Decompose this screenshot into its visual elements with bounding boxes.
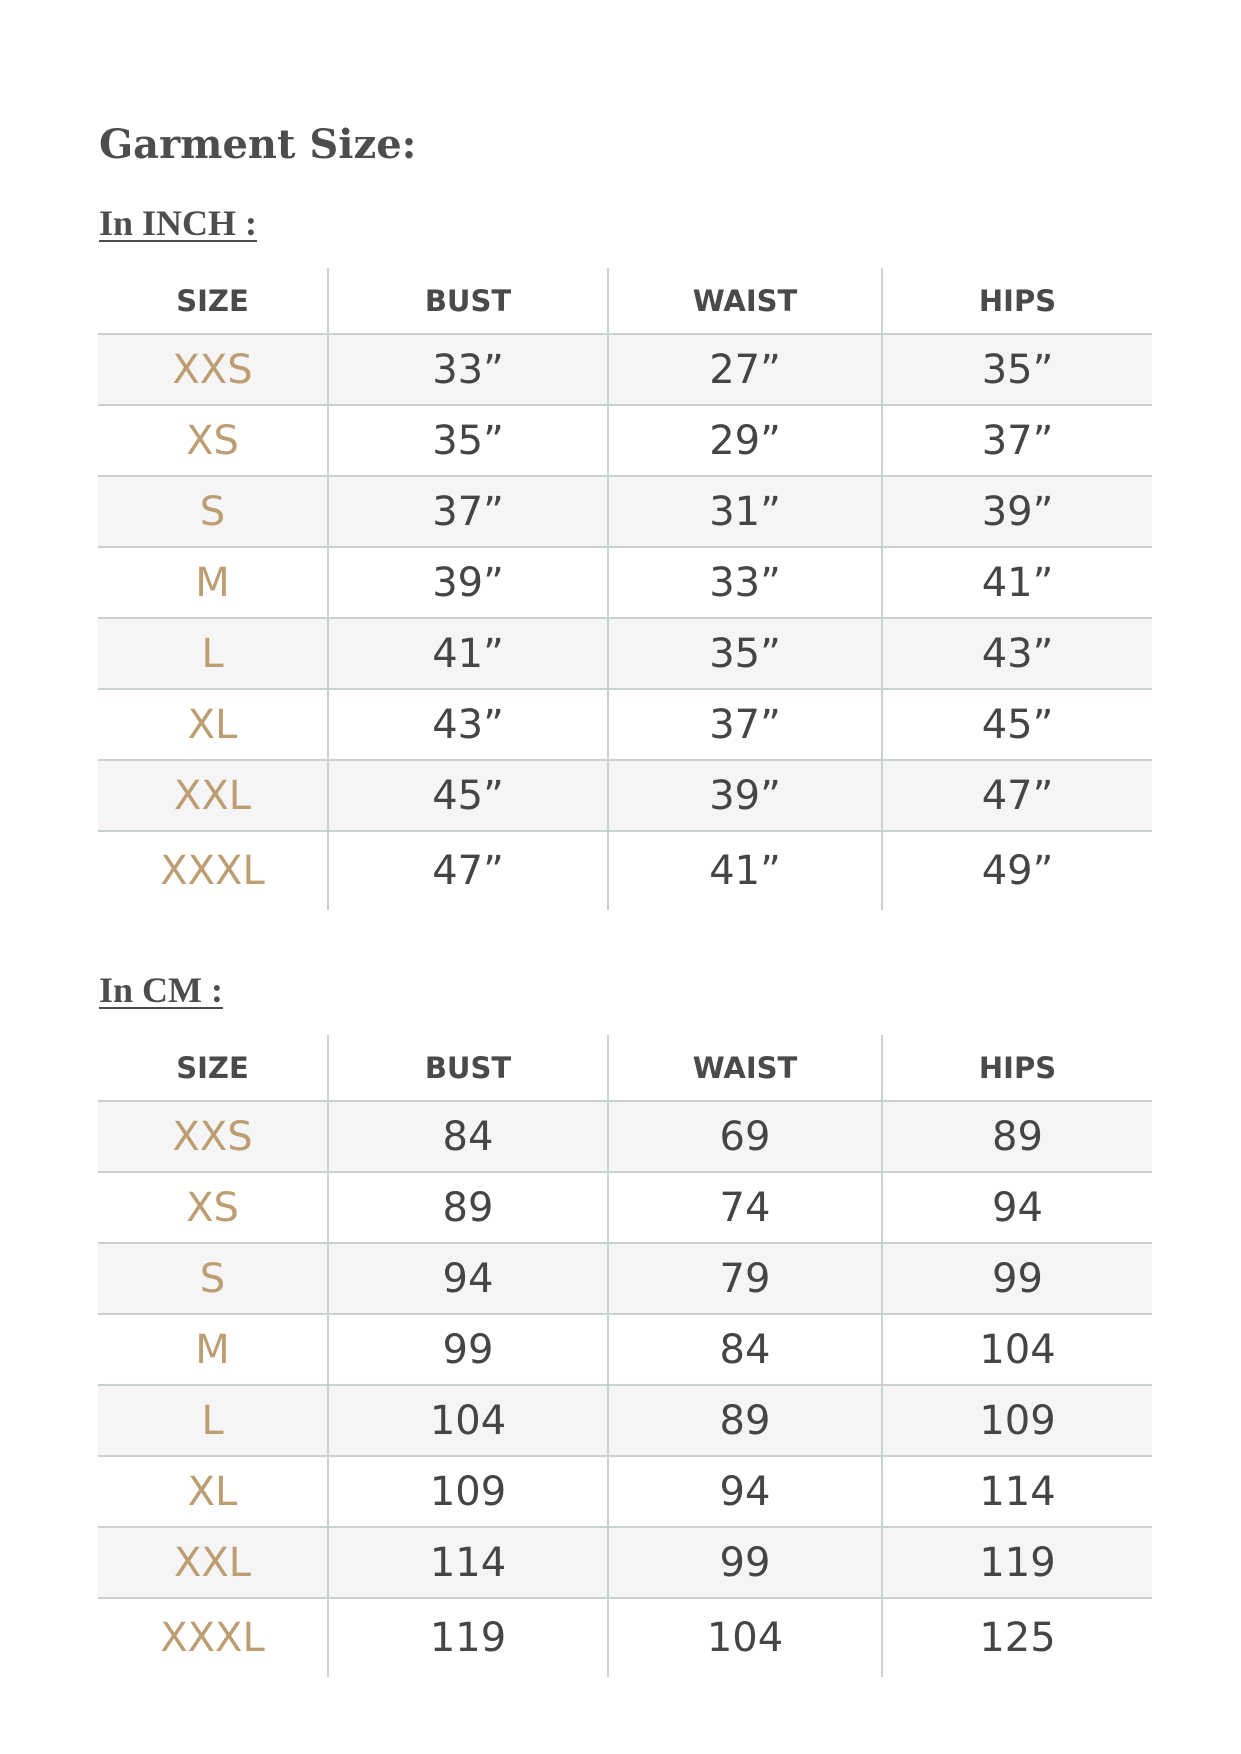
waist-cell: 31” [608, 476, 882, 547]
table-row [98, 1527, 1152, 1598]
waist-cell: 79 [608, 1243, 882, 1314]
size-cell: L [98, 1385, 328, 1456]
hips-cell: 49” [882, 831, 1152, 910]
hips-cell: 109 [882, 1385, 1152, 1456]
table-row [98, 1172, 1152, 1243]
waist-cell: 35” [608, 618, 882, 689]
hips-cell: 99 [882, 1243, 1152, 1314]
waist-cell: 94 [608, 1456, 882, 1527]
bust-cell: 109 [328, 1456, 608, 1527]
cm-size-table [98, 1035, 1152, 1677]
bust-cell: 99 [328, 1314, 608, 1385]
hips-cell: 39” [882, 476, 1152, 547]
size-cell: S [98, 476, 328, 547]
hips-cell: 104 [882, 1314, 1152, 1385]
inch-size-table [98, 268, 1152, 910]
table-row [98, 618, 1152, 689]
column-header-waist: WAIST [608, 268, 882, 334]
table-row [98, 831, 1152, 910]
size-cell: XXXL [160, 848, 265, 894]
bust-cell: 89 [328, 1172, 608, 1243]
hips-cell: 89 [882, 1101, 1152, 1172]
bust-cell: 114 [328, 1527, 608, 1598]
hips-cell: 119 [882, 1527, 1152, 1598]
column-header-size: SIZE [98, 1035, 328, 1101]
waist-cell: 104 [608, 1598, 882, 1677]
hips-cell: 45” [882, 689, 1152, 760]
hips-cell: 114 [882, 1456, 1152, 1527]
table-row [98, 334, 1152, 405]
hips-cell: 94 [882, 1172, 1152, 1243]
size-cell: XL [98, 1456, 328, 1527]
size-cell: L [98, 618, 328, 689]
hips-cell: 35” [882, 334, 1152, 405]
bust-cell: 94 [328, 1243, 608, 1314]
size-cell: XS [98, 1172, 328, 1243]
hips-cell: 43” [882, 618, 1152, 689]
bust-cell: 43” [328, 689, 608, 760]
bust-cell: 104 [328, 1385, 608, 1456]
bust-cell: 33” [328, 334, 608, 405]
waist-cell: 74 [608, 1172, 882, 1243]
waist-cell: 33” [608, 547, 882, 618]
bust-cell: 35” [328, 405, 608, 476]
bust-cell: 41” [328, 618, 608, 689]
table-row [98, 476, 1152, 547]
waist-cell: 89 [608, 1385, 882, 1456]
column-header-waist: WAIST [608, 1035, 882, 1101]
size-cell: XXL [98, 1527, 328, 1598]
column-header-bust: BUST [328, 268, 608, 334]
waist-cell: 27” [608, 334, 882, 405]
waist-cell: 39” [608, 760, 882, 831]
table-row [98, 1598, 1152, 1677]
table-row [98, 689, 1152, 760]
inch-section-heading: In INCH : [99, 203, 258, 243]
bust-cell: 45” [328, 760, 608, 831]
table-row [98, 547, 1152, 618]
cm-section-heading: In CM : [99, 970, 223, 1010]
table-row [98, 1314, 1152, 1385]
bust-cell: 119 [328, 1598, 608, 1677]
hips-cell: 37” [882, 405, 1152, 476]
waist-cell: 29” [608, 405, 882, 476]
waist-cell: 99 [608, 1527, 882, 1598]
size-cell: XL [98, 689, 328, 760]
size-cell: XS [98, 405, 328, 476]
column-header-hips: HIPS [882, 268, 1152, 334]
size-cell: XXL [98, 760, 328, 831]
hips-cell: 125 [882, 1598, 1152, 1677]
table-header-row [98, 268, 1152, 334]
page-title: Garment Size: [99, 121, 417, 168]
table-row [98, 1385, 1152, 1456]
table-header-row [98, 1035, 1152, 1101]
bust-cell: 47” [328, 831, 608, 910]
column-header-size: SIZE [98, 268, 328, 334]
hips-cell: 47” [882, 760, 1152, 831]
waist-cell: 84 [608, 1314, 882, 1385]
column-header-bust: BUST [328, 1035, 608, 1101]
bust-cell: 39” [328, 547, 608, 618]
size-cell: XXS [98, 1101, 328, 1172]
size-cell: M [98, 547, 328, 618]
table-row [98, 760, 1152, 831]
table-row [98, 1101, 1152, 1172]
column-header-hips: HIPS [882, 1035, 1152, 1101]
size-cell: XXXL [160, 1615, 265, 1661]
table-row [98, 1456, 1152, 1527]
size-cell: S [98, 1243, 328, 1314]
table-row [98, 1243, 1152, 1314]
bust-cell: 37” [328, 476, 608, 547]
table-row [98, 405, 1152, 476]
hips-cell: 41” [882, 547, 1152, 618]
size-cell: XXS [98, 334, 328, 405]
waist-cell: 69 [608, 1101, 882, 1172]
bust-cell: 84 [328, 1101, 608, 1172]
size-cell: M [98, 1314, 328, 1385]
waist-cell: 41” [608, 831, 882, 910]
waist-cell: 37” [608, 689, 882, 760]
